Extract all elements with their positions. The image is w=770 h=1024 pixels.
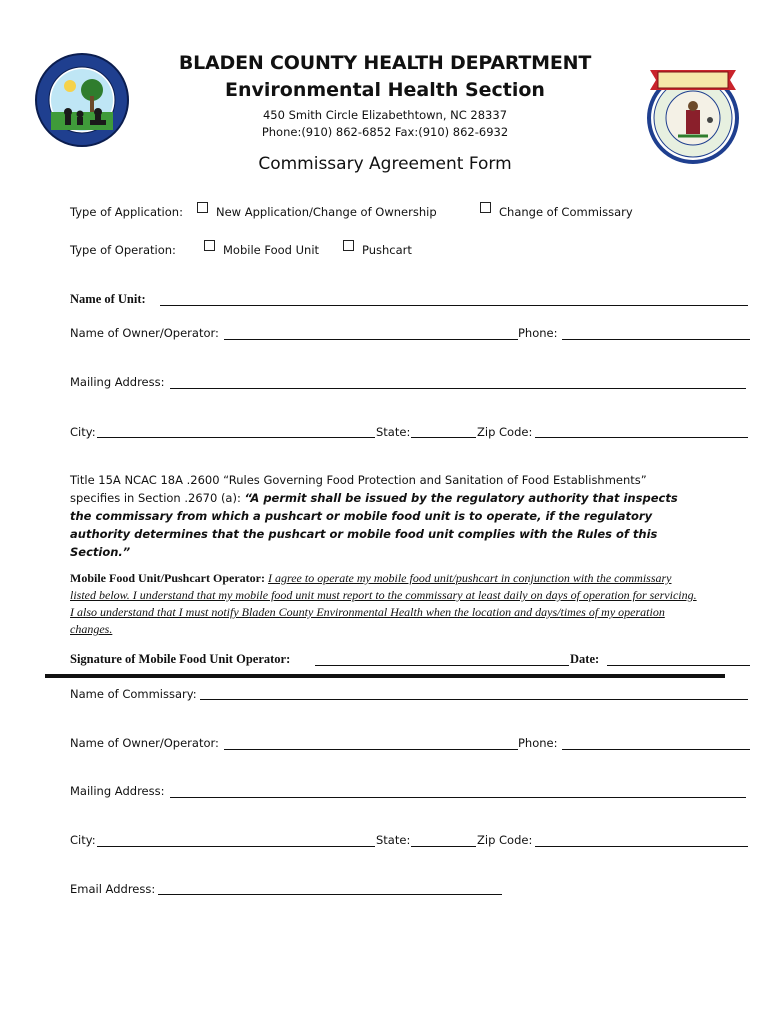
commissary-zip-field[interactable] (535, 846, 748, 847)
commissary-city-field[interactable] (97, 846, 375, 847)
commissary-owner-operator-label: Name of Owner/Operator: (70, 736, 219, 750)
commissary-state-label: State: (376, 833, 411, 847)
unit-city-field[interactable] (97, 437, 375, 438)
commissary-phone-field[interactable] (562, 749, 750, 750)
unit-mailing-address-field[interactable] (170, 388, 746, 389)
change-commissary-option-label: Change of Commissary (499, 205, 633, 219)
agreement-body: I agree to operate my mobile food unit/pushcart in conjunction with the commissary listed below. I understand that my mobile food unit must report to the commissary at least daily on days of operation for servicing. I also understand that I must notify Bladen County Environmental Health when the location and days/times of my operation changes. (70, 571, 697, 636)
commissary-mailing-address-label: Mailing Address: (70, 784, 165, 798)
new-application-option-label: New Application/Change of Ownership (216, 205, 437, 219)
unit-owner-operator-field[interactable] (224, 339, 518, 340)
unit-phone-label: Phone: (518, 326, 558, 340)
commissary-name-label: Name of Commissary: (70, 687, 197, 701)
unit-state-label: State: (376, 425, 411, 439)
mobile-food-unit-option-label: Mobile Food Unit (223, 243, 320, 257)
name-of-unit-label: Name of Unit: (70, 292, 146, 306)
section-divider (45, 674, 725, 678)
commissary-phone-label: Phone: (518, 736, 558, 750)
pushcart-checkbox[interactable] (343, 240, 354, 251)
commissary-owner-operator-field[interactable] (224, 749, 518, 750)
unit-city-label: City: (70, 425, 96, 439)
department-address: 450 Smith Circle Elizabethtown, NC 28337 (262, 108, 508, 122)
unit-state-field[interactable] (411, 437, 476, 438)
signature-date-field[interactable] (607, 665, 750, 666)
operator-agreement (70, 570, 700, 638)
agreement-heading: Mobile Food Unit/Pushcart Operator: (70, 571, 268, 585)
new-application-checkbox[interactable] (197, 202, 208, 213)
department-phone-fax: Phone:(910) 862-6852 Fax:(910) 862-6932 (261, 125, 509, 139)
commissary-city-label: City: (70, 833, 96, 847)
regulation-text (70, 471, 700, 561)
signature-date-label: Date: (570, 652, 600, 666)
pushcart-option-label: Pushcart (362, 243, 412, 257)
operation-type-label: Type of Operation: (70, 243, 176, 257)
commissary-email-field[interactable] (158, 894, 502, 895)
operator-signature-label: Signature of Mobile Food Unit Operator: (70, 652, 291, 666)
regulation-intro: Title 15A NCAC 18A .2600 “Rules Governing Food Protection and Sanitation of Food Establishments” specifies in Section .2670 (a): (70, 473, 647, 505)
section-subtitle: Environmental Health Section (225, 79, 545, 101)
unit-owner-operator-label: Name of Owner/Operator: (70, 326, 219, 340)
form-title: Commissary Agreement Form (258, 154, 512, 174)
operator-signature-field[interactable] (315, 665, 569, 666)
department-title: BLADEN COUNTY HEALTH DEPARTMENT (178, 52, 592, 74)
unit-zip-field[interactable] (535, 437, 748, 438)
unit-zip-label: Zip Code: (477, 425, 533, 439)
commissary-email-label: Email Address: (70, 882, 156, 896)
commissary-zip-label: Zip Code: (477, 833, 533, 847)
regulation-quote: “A permit shall be issued by the regulatory authority that inspects the commissary from which a pushcart or mobile food unit is to operate, if the regulatory authority determines that the pushcart or mobile food unit complies with the Rules of this Section.” (70, 491, 678, 559)
unit-phone-field[interactable] (562, 339, 750, 340)
commissary-mailing-address-field[interactable] (170, 797, 746, 798)
name-of-unit-field[interactable] (160, 305, 748, 306)
change-commissary-checkbox[interactable] (480, 202, 491, 213)
application-type-label: Type of Application: (70, 205, 183, 219)
mobile-food-unit-checkbox[interactable] (204, 240, 215, 251)
commissary-name-field[interactable] (200, 699, 748, 700)
unit-mailing-address-label: Mailing Address: (70, 375, 165, 389)
commissary-state-field[interactable] (411, 846, 476, 847)
